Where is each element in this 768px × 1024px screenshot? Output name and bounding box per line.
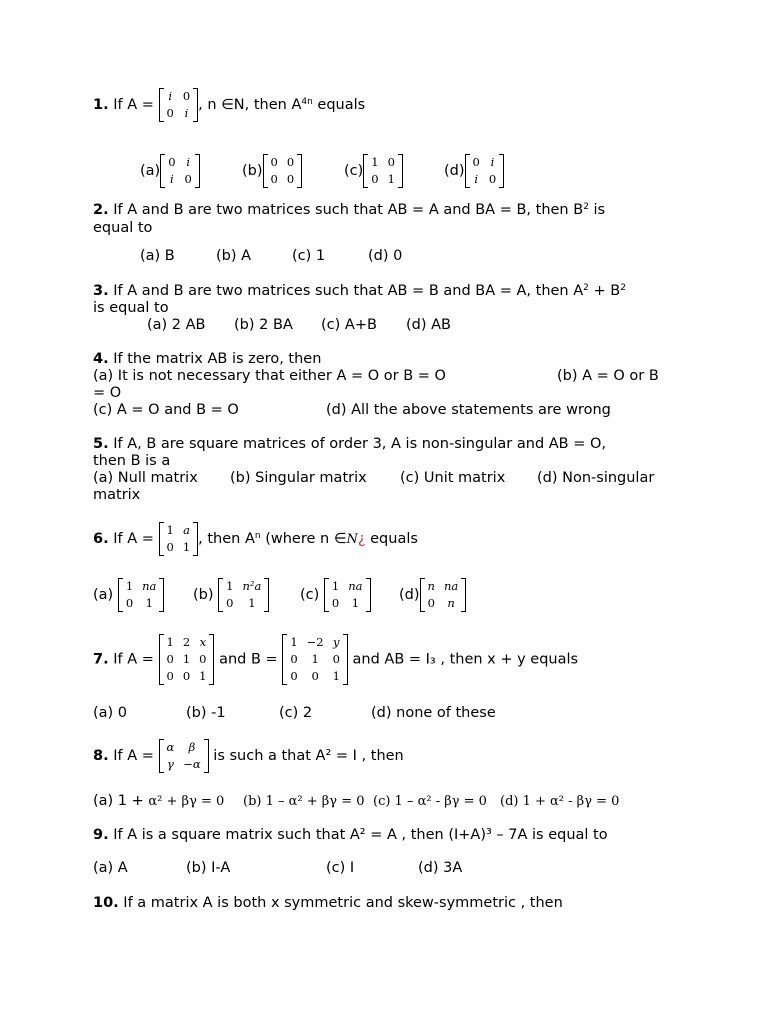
- option-b[interactable]: (b) I-A: [186, 860, 231, 876]
- option-c[interactable]: (c) 1 0 0 1: [344, 154, 403, 188]
- matrix-cell: 1: [226, 579, 234, 593]
- matrix-cell: i: [474, 172, 479, 186]
- option-a[interactable]: (a) 1 + α² + βγ = 0: [93, 793, 225, 809]
- option-c[interactable]: (c) 1: [292, 248, 326, 264]
- option-d[interactable]: (d) 0 i i 0: [444, 154, 504, 188]
- matrix-cell: 0: [332, 652, 340, 666]
- matrix-cell: na: [142, 579, 157, 593]
- matrix-cell: i: [168, 89, 172, 103]
- matrix-cell: 1: [182, 652, 191, 666]
- option-d[interactable]: (d) 1 + α² - βγ = 0: [500, 794, 620, 809]
- matrix-cell: na: [348, 579, 363, 593]
- option-matrix: [218, 578, 269, 612]
- question-9: 9. If A is a square matrix such that A² = A , then (I+A)³ – 7A is equal to: [93, 827, 608, 843]
- matrix-cell: 1: [332, 669, 340, 683]
- option-c[interactable]: (c) 1 na 0 1: [300, 578, 371, 612]
- question-6: 6. If A = 1 a 0 1 , then $A^n$ (where n ∈N¿ equals: [93, 523, 418, 554]
- matrix-cell: 1: [331, 579, 340, 593]
- matrix-cell: −α: [183, 757, 201, 771]
- option-matrix: [118, 578, 165, 612]
- matrix-A: [159, 739, 209, 773]
- matrix-cell: 0: [166, 540, 174, 554]
- matrix-A: [159, 522, 199, 556]
- option-b[interactable]: (b) 1 – α² + βγ = 0: [243, 794, 365, 809]
- matrix-cell: i: [184, 106, 189, 120]
- matrix-cell: 0: [270, 155, 278, 169]
- matrix-cell: 0: [168, 155, 176, 169]
- matrix-cell: 0: [290, 669, 298, 683]
- option-c[interactable]: (c) Unit matrix: [400, 470, 506, 486]
- matrix-cell: β: [188, 740, 196, 754]
- matrix-cell: 1: [290, 635, 298, 649]
- question-1: 1. If A = i 0 0 i , n ∈N, then $A^{4n}$ equals: [93, 89, 366, 120]
- matrix-cell: n: [427, 579, 435, 593]
- option-matrix: [160, 154, 200, 188]
- matrix-cell: 1: [182, 540, 191, 554]
- matrix-cell: 0: [199, 652, 207, 666]
- question-2: 2. If A and B are two matrices such that AB = A and BA = B, then $B^2$ is: [93, 202, 606, 218]
- matrix-cell: 0: [184, 172, 192, 186]
- matrix-cell: 0: [166, 106, 174, 120]
- matrix-cell: 0: [488, 172, 497, 186]
- matrix-cell: 1: [387, 172, 395, 186]
- matrix-B: [282, 634, 348, 685]
- matrix-cell: 0: [182, 89, 191, 103]
- matrix-A: [159, 88, 199, 122]
- matrix-cell: 0: [270, 172, 278, 186]
- matrix-cell: 1: [248, 596, 256, 610]
- question-number: 1.: [93, 97, 109, 113]
- question-7: 7. If A = 1 2 x 0 1 0 0 0 1 and B = 1 −2 y 0 1 0 0 0 1 and AB = I₃ , then x + y equals: [93, 635, 579, 683]
- matrix-cell: α: [166, 740, 175, 754]
- matrix-cell: 0: [166, 652, 174, 666]
- matrix-cell: i: [186, 155, 191, 169]
- matrix-cell: 0: [286, 172, 295, 186]
- option-d[interactable]: (d) 0: [368, 248, 403, 264]
- option-matrix: [420, 578, 467, 612]
- matrix-cell: 0: [331, 596, 340, 610]
- question-4: 4. If the matrix AB is zero, then: [93, 351, 322, 367]
- option-a[interactable]: (a) 2 AB: [147, 317, 206, 333]
- option-c[interactable]: (c) A = O and B = O: [93, 402, 239, 418]
- matrix-cell: n: [447, 596, 455, 610]
- option-a[interactable]: (a) 0: [93, 705, 128, 721]
- matrix-cell: 0: [427, 596, 435, 610]
- question-3: 3. If A and B are two matrices such that AB = B and BA = A, then $A^2 + B^2$: [93, 283, 626, 299]
- matrix-cell: 2: [182, 635, 191, 649]
- matrix-cell: 1: [166, 635, 174, 649]
- matrix-cell: 0: [387, 155, 395, 169]
- matrix-cell: −2: [306, 635, 324, 649]
- matrix-cell: 0: [182, 669, 191, 683]
- matrix-cell: i: [490, 155, 495, 169]
- matrix-cell: 0: [311, 669, 319, 683]
- option-d[interactable]: (d) All the above statements are wrong: [326, 402, 611, 418]
- option-matrix: [363, 154, 403, 188]
- option-c[interactable]: (c) I: [326, 860, 355, 876]
- option-b[interactable]: (b) -1: [186, 705, 226, 721]
- matrix-cell: 1: [145, 596, 153, 610]
- matrix-cell: 0: [290, 652, 298, 666]
- matrix-cell: 1: [199, 669, 207, 683]
- matrix-cell: i: [170, 172, 174, 186]
- matrix-cell: 0: [286, 155, 295, 169]
- option-b[interactable]: (b) 2 BA: [234, 317, 293, 333]
- question-10: 10. If a matrix A is both x symmetric and skew-symmetric , then: [93, 895, 563, 911]
- matrix-cell: 1: [371, 155, 379, 169]
- option-matrix: [263, 154, 303, 188]
- matrix-cell: x: [199, 635, 207, 649]
- option-b-cont: = O: [93, 385, 122, 401]
- option-a[interactable]: (a) A: [93, 860, 128, 876]
- option-a[interactable]: (a) Null matrix: [93, 470, 198, 486]
- matrix-cell: na: [443, 579, 459, 593]
- matrix-cell: 0: [472, 155, 480, 169]
- matrix-cell: 1: [166, 523, 174, 537]
- option-b[interactable]: (b) 1 n²a 0 1: [193, 578, 269, 612]
- matrix-cell: n²a: [242, 579, 262, 593]
- option-c[interactable]: (c) 1 – α² - βγ = 0: [373, 794, 487, 809]
- option-d[interactable]: (d) 3A: [418, 860, 463, 876]
- option-a[interactable]: (a) It is not necessary that either A = O or B = O: [93, 368, 446, 384]
- option-a[interactable]: (a) 1 na 0 1: [93, 578, 164, 612]
- option-b[interactable]: (b) A: [216, 248, 252, 264]
- red-glyph: ¿: [357, 531, 366, 547]
- option-d[interactable]: (d) none of these: [371, 705, 496, 721]
- option-b[interactable]: (b) Singular matrix: [230, 470, 367, 486]
- question-5-cont: then B is a: [93, 453, 171, 469]
- question-5: 5. If A, B are square matrices of order 3, A is non-singular and AB = O,: [93, 436, 607, 452]
- question-8: 8. If A = α β γ −α is such a that A² = I , then: [93, 740, 404, 771]
- matrix-cell: 1: [311, 652, 319, 666]
- option-a[interactable]: (a) 0 i i 0: [140, 154, 200, 188]
- option-b[interactable]: (b) A = O or B: [557, 368, 659, 384]
- option-d[interactable]: (d) Non-singular: [537, 470, 655, 486]
- matrix-A: [159, 634, 215, 685]
- option-matrix: [465, 154, 505, 188]
- matrix-cell: 1: [125, 579, 134, 593]
- option-d[interactable]: (d) n na 0 n: [399, 578, 466, 612]
- option-b[interactable]: (b) 0 0 0 0: [242, 154, 302, 188]
- option-d-cont: matrix: [93, 487, 141, 503]
- matrix-cell: y: [333, 635, 340, 649]
- option-matrix: [324, 578, 371, 612]
- option-c[interactable]: (c) A+B: [321, 317, 377, 333]
- matrix-cell: a: [183, 523, 190, 537]
- question-2-cont: equal to: [93, 220, 153, 236]
- matrix-cell: 0: [166, 669, 174, 683]
- matrix-cell: γ: [166, 757, 174, 771]
- option-d[interactable]: (d) AB: [406, 317, 451, 333]
- question-3-cont: is equal to: [93, 300, 169, 316]
- option-c[interactable]: (c) 2: [279, 705, 313, 721]
- matrix-cell: 1: [351, 596, 360, 610]
- matrix-cell: 0: [125, 596, 134, 610]
- option-a[interactable]: (a) B: [140, 248, 175, 264]
- matrix-cell: 0: [371, 172, 379, 186]
- matrix-cell: 0: [226, 596, 234, 610]
